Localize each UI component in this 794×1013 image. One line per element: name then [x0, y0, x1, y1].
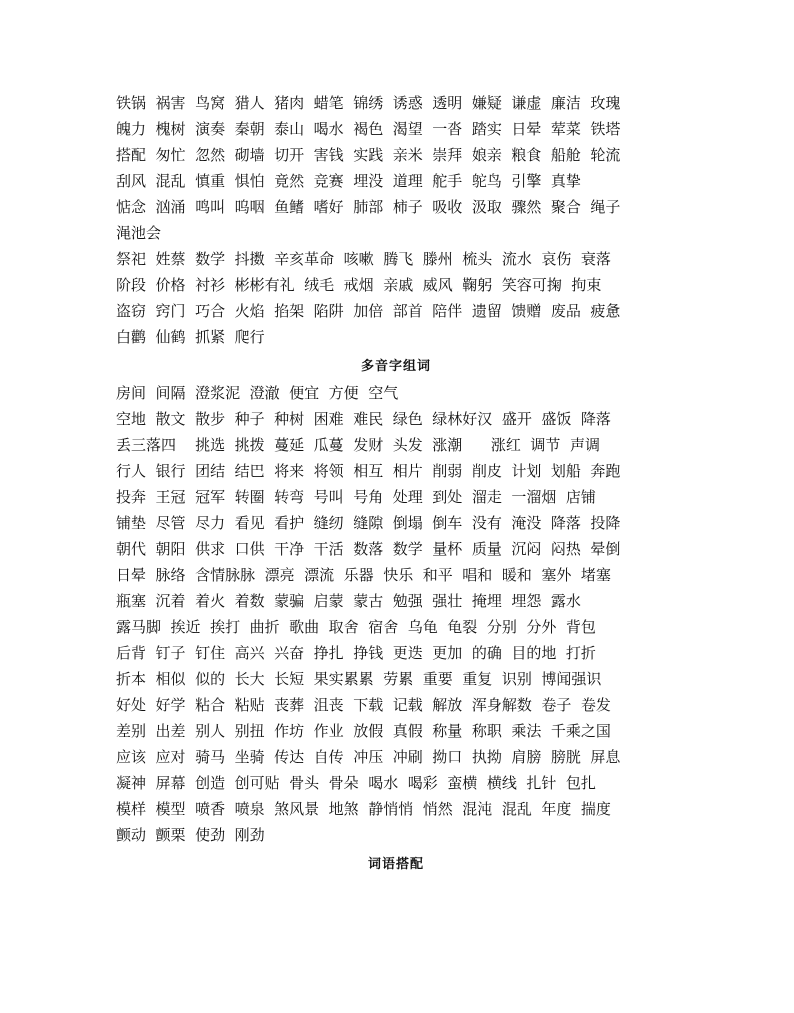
- word-line: 铁锅 祸害 鸟窝 猎人 猪肉 蜡笔 锦绣 诱惑 透明 嫌疑 谦虚 廉洁 玫瑰: [116, 94, 621, 112]
- document-page: [116, 90, 676, 878]
- word-line: 惦念 汹涌 鸣叫 呜咽 鱼鳍 嗜好 肺部 柿子 吸收 汲取 骤然 聚合 绳子: [116, 198, 621, 216]
- word-line: 白鹳 仙鹤 抓紧 爬行: [116, 328, 265, 346]
- word-line: 魄力 槐树 演奏 秦朝 泰山 喝水 褐色 渴望 一沓 踏实 日晕 荤菜 铁塔: [116, 120, 621, 138]
- word-line: 投奔 王冠 冠军 转圈 转弯 号叫 号角 处理 到处 溜走 一溜烟 店铺: [116, 488, 596, 506]
- word-line: 阶段 价格 衬衫 彬彬有礼 绒毛 戒烟 亲戚 威风 鞠躬 笑容可掬 拘束: [116, 276, 602, 294]
- word-line: 模样 模型 喷香 喷泉 煞风景 地煞 静悄悄 悄然 混沌 混乱 年度 揣度: [116, 800, 611, 818]
- word-line: 好处 好学 粘合 粘贴 丧葬 沮丧 下载 记载 解放 浑身解数 卷子 卷发: [116, 696, 611, 714]
- word-line: 渑池会: [116, 224, 162, 242]
- word-line: 颤动 颤栗 使劲 刚劲: [116, 826, 265, 844]
- word-line: 折本 相似 似的 长大 长短 果实累累 劳累 重要 重复 识别 博闻强识: [116, 670, 602, 688]
- word-line: 差别 出差 别人 别扭 作坊 作业 放假 真假 称量 称职 乘法 千乘之国: [116, 722, 611, 740]
- word-line: 应该 应对 骑马 坐骑 传达 自传 冲压 冲刷 拗口 执拗 肩膀 膀胱 屏息: [116, 748, 621, 766]
- word-line: 凝神 屏幕 创造 创可贴 骨头 骨朵 喝水 喝彩 蛮横 横线 扎针 包扎: [116, 774, 596, 792]
- word-line: 朝代 朝阳 供求 口供 干净 干活 数落 数学 量杯 质量 沉闷 闷热 晕倒: [116, 540, 621, 558]
- word-line: 空地 散文 散步 种子 种树 困难 难民 绿色 绿林好汉 盛开 盛饭 降落: [116, 410, 611, 428]
- word-line: 后背 钉子 钉住 高兴 兴奋 挣扎 挣钱 更迭 更加 的确 目的地 打折: [116, 644, 596, 662]
- word-line: 瓶塞 沉着 着火 着数 蒙骗 启蒙 蒙古 勉强 强壮 掩埋 埋怨 露水: [116, 592, 581, 610]
- section-heading-collocation: 词语搭配: [367, 857, 424, 872]
- word-line: 日晕 脉络 含情脉脉 漂亮 漂流 乐器 快乐 和平 唱和 暖和 塞外 堵塞: [116, 566, 611, 584]
- word-line: 铺垫 尽管 尽力 看见 看护 缝纫 缝隙 倒塌 倒车 没有 淹没 降落 投降: [116, 514, 621, 532]
- word-line: 行人 银行 团结 结巴 将来 将领 相互 相片 削弱 削皮 计划 划船 奔跑: [116, 462, 621, 480]
- section-heading-polyphonic: 多音字组词: [360, 359, 431, 374]
- word-line: 露马脚 挨近 挨打 曲折 歌曲 取舍 宿舍 乌龟 龟裂 分别 分外 背包: [116, 618, 596, 636]
- word-line: 房间 间隔 澄浆泥 澄澈 便宜 方便 空气: [116, 384, 399, 402]
- word-line: 盗窃 窍门 巧合 火焰 掐架 陷阱 加倍 部首 陪伴 遗留 馈赠 废品 疲惫: [116, 302, 621, 320]
- word-line: 祭祀 姓蔡 数学 抖擞 辛亥革命 咳嗽 腾飞 滕州 梳头 流水 哀伤 衰落: [116, 250, 611, 268]
- word-line: 搭配 匆忙 忽然 砌墙 切开 害钱 实践 亲米 崇拜 娘亲 粮食 船舱 轮流: [116, 146, 621, 164]
- word-line: 丢三落四 挑选 挑拨 蔓延 瓜蔓 发财 头发 涨潮 涨红 调节 声调: [116, 436, 600, 454]
- word-list-section: [116, 90, 676, 350]
- word-line: 刮风 混乱 慎重 惧怕 竟然 竞赛 埋没 道理 舵手 鸵鸟 引擎 真挚: [116, 172, 581, 190]
- polyphonic-section: [116, 380, 676, 848]
